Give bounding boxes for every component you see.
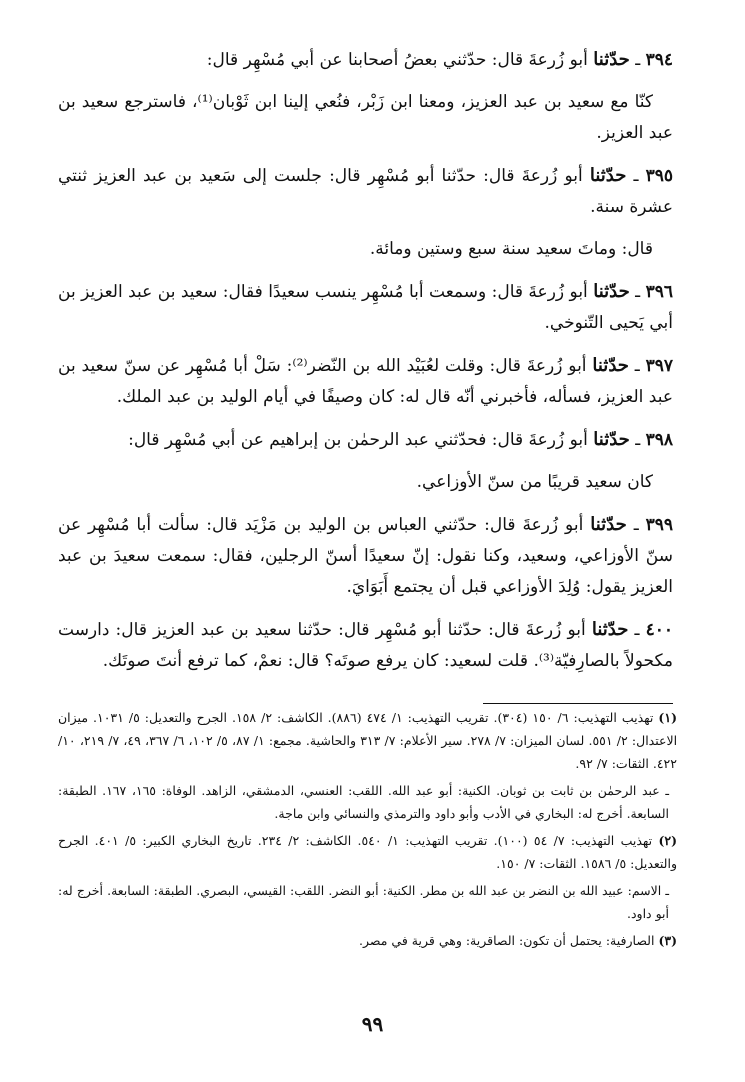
footnote-3 [58, 929, 677, 952]
hadith-395-body [58, 234, 673, 265]
entry-text: أبو زُرعةَ قال: حدّثنا أبو مُسْهِر قال: جلست إلى سَعيد بن عبد العزيز ثنتي عشرة سنة. [58, 166, 673, 217]
entry-number: ٤٠٠ [645, 620, 673, 640]
entry-text: أبو زُرعةَ قال: حدّثنا أبو مُسْهِر قال: حدّثنا سعيد بن عبد العزيز قال: دارست مكحولاً بالصارِفيّة⁽³⁾. قلت لسعيد: كان يرفع صوتَه؟ قال: نعمْ، كما ترفع أنتَ صوتَك. [58, 620, 673, 671]
keyword: حدّثنا [592, 355, 629, 376]
hadith-394-body [58, 87, 673, 149]
hadith-399: ٣٩٩ ـ حدّثنا أبو زُرعةَ قال: حدّثني العباس بن الوليد بن مَزْيَد قال: سألت أبا مُسْهِر عن سنّ الأوزاعي، وسعيد، وكنا نقول: إنّ سعيدًا أسنّ الرجلين، فقال: سمعت سعيدَ بن عبد العزيز يقول: وُلِدَ الأوزاعي قبل أن يجتمع أَبَوَايَ. [58, 514, 674, 597]
hadith-400: ٤٠٠ ـ حدّثنا أبو زُرعةَ قال: حدّثنا أبو مُسْهِر قال: حدّثنا سعيد بن عبد العزيز قال: دارست مكحولاً بالصارِفيّة⁽³⁾. قلت لسعيد: كان يرفع صوتَه؟ قال: نعمْ، كما ترفع أنتَ صوتَك. [58, 619, 673, 671]
footnote-mark: (٣) [658, 933, 677, 948]
entry-number: ٣٩٨ [645, 430, 673, 450]
footnote-text: ـ عبد الرحمٰن بن ثابت بن ثوبان. الكنية: أبو عبد الله. اللقب: العنسي، الدمشقي، الزاهد. الوفاة: ١٦٥، ١٦٧. الطبقة: السابعة. أخرج له: البخاري في الأدب وأبو داود والترمذي والنسائي وابن ماجة. [58, 783, 669, 821]
entry-number: ٣٩٧ [645, 356, 673, 376]
keyword: حدّثنا [593, 429, 630, 450]
hadith-397: ٣٩٧ ـ حدّثنا أبو زُرعةَ قال: وقلت لعُبَيْد الله بن النّضر⁽²⁾: سَلْ أبا مُسْهِر عن سنّ سعيد بن عبد العزيز، فسأله، فأخبرني أنّه قال له: كان وصيفًا في أيام الوليد بن عبد الملك. [58, 355, 673, 407]
entry-number: ٣٩٦ [645, 282, 673, 302]
entry-text: أبو زُرعةَ قال: حدّثني بعضُ أصحابنا عن أبي مُسْهِر قال: [206, 50, 588, 70]
entry-text: أبو زُرعةَ قال: حدّثني العباس بن الوليد بن مَزْيَد قال: سألت أبا مُسْهِر عن سنّ الأوزاعي، وسعيد، وكنا نقول: إنّ سعيدًا أسنّ الرجلين، فقال: سمعت سعيدَ بن عبد العزيز يقول: وُلِدَ الأوزاعي قبل أن يجتمع أَبَوَايَ. [58, 515, 673, 597]
keyword: حدّثنا [593, 49, 630, 70]
hadith-394: ٣٩٤ ـ حدّثنا أبو زُرعةَ قال: حدّثني بعضُ أصحابنا عن أبي مُسْهِر قال: [206, 49, 673, 70]
entry-text: كنّا مع سعيد بن عبد العزيز، ومعنا ابن زَبْر، فنُعي إلينا ابن ثَوْبان⁽¹⁾، فاسترجع سعيد بن عبد العزيز. [58, 92, 673, 143]
entry-text: قال: وماتَ سعيد سنة سبع وستين ومائة. [369, 239, 653, 259]
footnote-2 [58, 829, 677, 875]
hadith-398: ٣٩٨ ـ حدّثنا أبو زُرعةَ قال: فحدّثني عبد الرحمٰن بن إبراهيم عن أبي مُسْهِر قال: [128, 429, 673, 450]
footnote-separator [483, 703, 673, 704]
entry-text: أبو زُرعةَ قال: وقلت لعُبَيْد الله بن النّضر⁽²⁾: سَلْ أبا مُسْهِر عن سنّ سعيد بن عبد العزيز، فسأله، فأخبرني أنّه قال له: كان وصيفًا في أيام الوليد بن عبد الملك. [58, 356, 673, 407]
keyword: حدّثنا [589, 165, 627, 186]
keyword: حدّثنا [590, 514, 627, 535]
footnote-text: الصارفية: يحتمل أن تكون: الصاقرية: وهي قرية في مصر. [359, 933, 655, 948]
footnote-1 [58, 706, 677, 775]
footnote-2-bio [58, 879, 677, 925]
page-number: ٩٩ [361, 1012, 384, 1036]
footnote-mark: (١) [658, 710, 677, 725]
entry-number: ٣٩٥ [645, 166, 674, 186]
footnote-text: تهذيب التهذيب: ٦/ ١٥٠ (٣٠٤). تقريب التهذيب: ١/ ٤٧٤ (٨٨٦). الكاشف: ٢/ ١٥٨. الجرح والتعديل: ٥/ ١٠٣١. ميزان الاعتدال: ٢/ ٥٥١. لسان الميزان: ٧/ ٢٧٨. سير الأعلام: ٧/ ٣١٣ والحاشية. مجمع: ١/ ٨٧، ٥/ ١٠٢، ٦/ ٣٦٧، ٤٩، ٧/ ٢١٩، ١٠/ ٤٢٢. الثقات: ٧/ ٩٢. [58, 710, 678, 771]
footnote-1-bio [58, 779, 677, 825]
entry-text: أبو زُرعةَ قال: فحدّثني عبد الرحمٰن بن إبراهيم عن أبي مُسْهِر قال: [128, 430, 588, 450]
hadith-398-body [58, 467, 673, 498]
hadith-395: ٣٩٥ ـ حدّثنا أبو زُرعةَ قال: حدّثنا أبو مُسْهِر قال: جلست إلى سَعيد بن عبد العزيز ثنتي عشرة سنة. [58, 165, 674, 217]
entry-number: ٣٩٤ [645, 50, 673, 70]
entry-number: ٣٩٩ [645, 515, 674, 535]
keyword: حدّثنا [593, 281, 630, 302]
footnote-text: تهذيب التهذيب: ٧/ ٥٤ (١٠٠). تقريب التهذيب: ١/ ٥٤٠. الكاشف: ٢/ ٢٣٤. تاريخ البخاري الكبير: ٥/ ٤٠١. الجرح والتعديل: ٥/ ١٥٨٦. الثقات: ٧/ ١٥٠. [58, 833, 677, 871]
entry-text: كان سعيد قريبًا من سنّ الأوزاعي. [416, 472, 653, 492]
hadith-396: ٣٩٦ ـ حدّثنا أبو زُرعةَ قال: وسمعت أبا مُسْهِر ينسب سعيدًا فقال: سعيد بن عبد العزيز بن أبي يَحيى التّنوخي. [58, 281, 673, 333]
footnotes [58, 706, 677, 956]
keyword: حدّثنا [591, 619, 629, 640]
footnote-mark: (٢) [658, 833, 678, 848]
main-text [58, 44, 673, 688]
entry-text: أبو زُرعةَ قال: وسمعت أبا مُسْهِر ينسب سعيدًا فقال: سعيد بن عبد العزيز بن أبي يَحيى التّنوخي. [58, 282, 673, 333]
footnote-text: ـ الاسم: عبيد الله بن النضر بن عبد الله بن مطر. الكنية: أبو النضر. اللقب: القيسي، البصري. الطبقة: السابعة. أخرج له: أبو داود. [58, 883, 669, 921]
